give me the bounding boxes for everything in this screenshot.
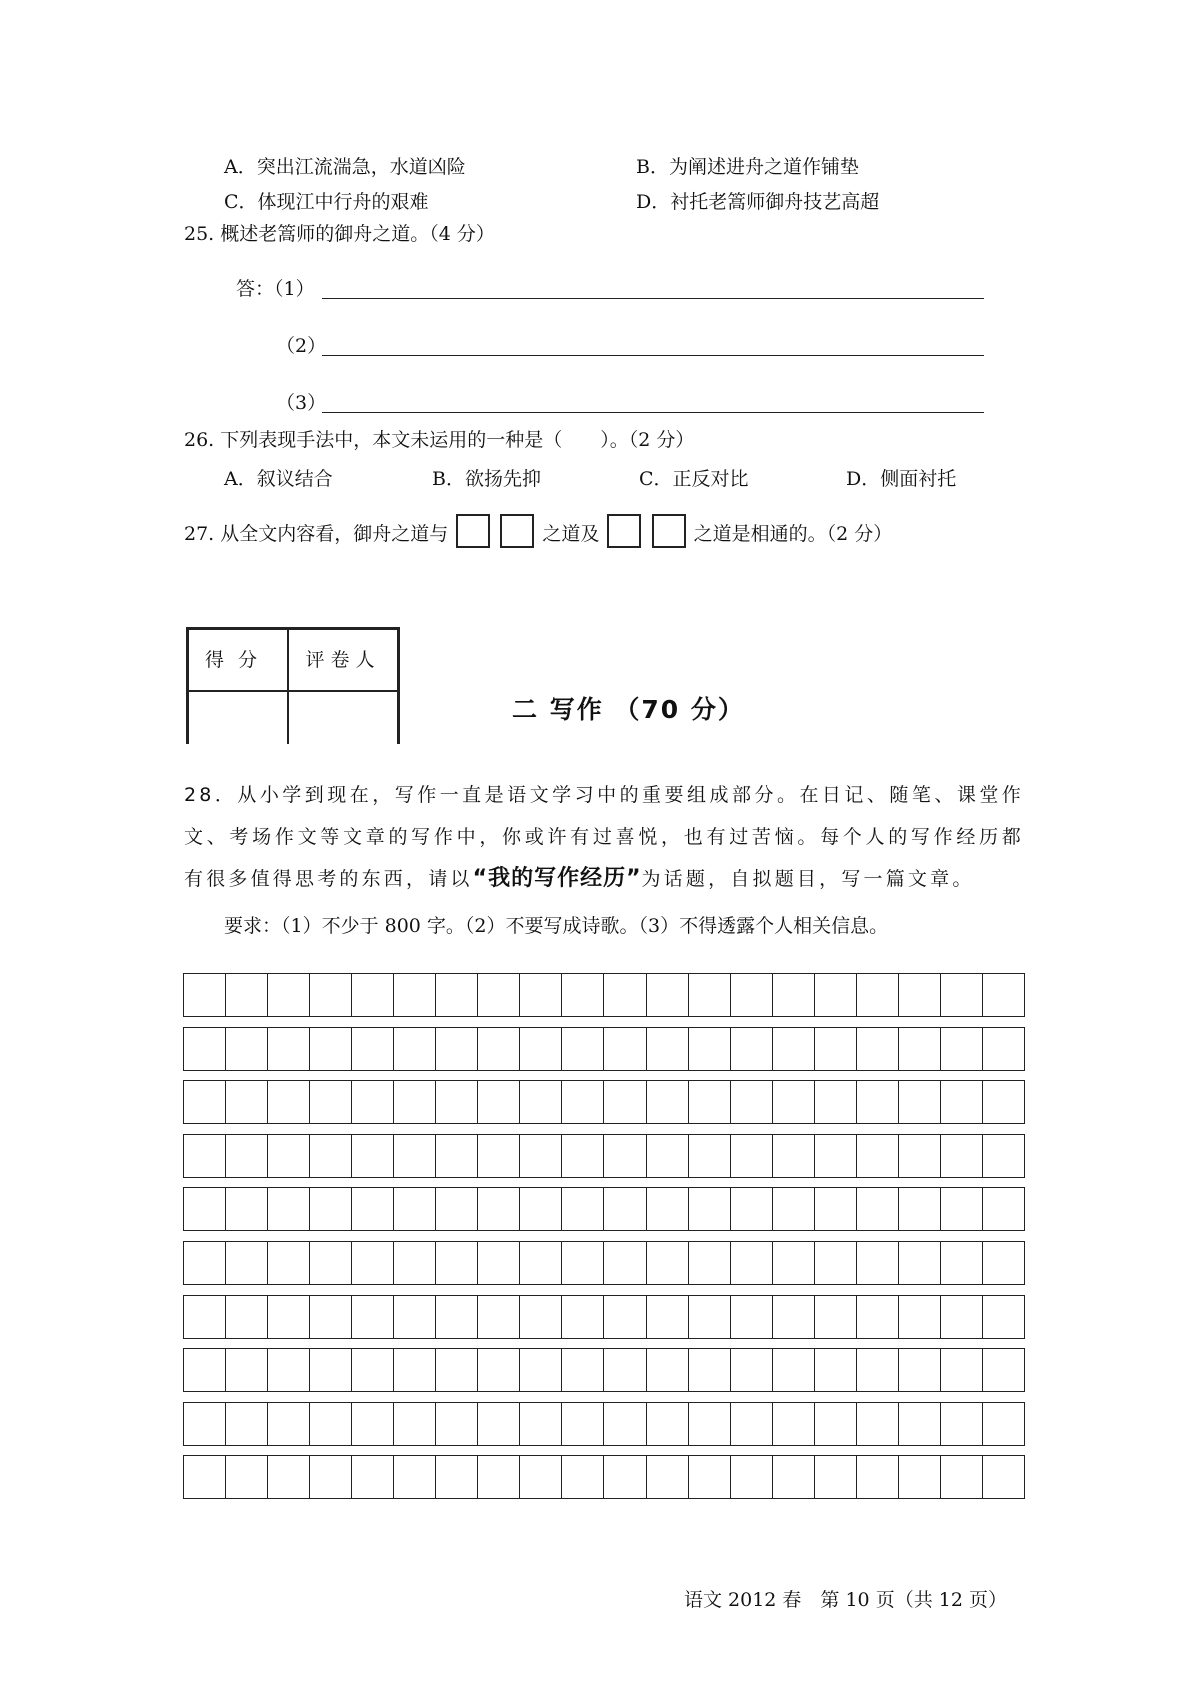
writing-grid-cell[interactable] (647, 1081, 689, 1123)
writing-grid-cell[interactable] (310, 1403, 352, 1445)
q26-option-a: A．叙议结合 (224, 468, 333, 490)
writing-grid-cell[interactable] (394, 974, 436, 1016)
writing-grid-cell[interactable] (899, 1242, 941, 1284)
writing-grid-cell[interactable] (394, 1296, 436, 1338)
writing-grid-cell[interactable] (941, 1242, 983, 1284)
writing-grid-cell[interactable] (815, 1081, 857, 1123)
q25-answer-label: 答：（1） (236, 278, 315, 300)
score-table (186, 627, 400, 744)
writing-grid-cell[interactable] (689, 974, 731, 1016)
writing-grid-cell[interactable] (268, 1081, 310, 1123)
writing-grid-cell[interactable] (352, 974, 394, 1016)
writing-grid-cell[interactable] (604, 1349, 646, 1391)
writing-grid[interactable] (183, 973, 1025, 1509)
writing-grid-cell[interactable] (310, 1296, 352, 1338)
writing-grid-cell[interactable] (689, 1349, 731, 1391)
writing-grid-cell[interactable] (941, 1456, 983, 1498)
q26-stem: 26. 下列表现手法中，本文未运用的一种是（ ）。（2 分） (184, 429, 695, 451)
q25-answer-line-3[interactable] (322, 412, 984, 413)
writing-grid-row (183, 1402, 1025, 1446)
writing-grid-cell[interactable] (226, 1349, 268, 1391)
writing-grid-cell[interactable] (604, 1135, 646, 1177)
writing-grid-cell[interactable] (604, 1188, 646, 1230)
writing-grid-row (183, 1134, 1025, 1178)
writing-grid-cell[interactable] (604, 1403, 646, 1445)
writing-grid-cell[interactable] (899, 974, 941, 1016)
writing-grid-cell[interactable] (604, 1242, 646, 1284)
writing-grid-cell[interactable] (815, 1456, 857, 1498)
writing-grid-cell[interactable] (773, 1028, 815, 1070)
writing-grid-cell[interactable] (268, 1188, 310, 1230)
writing-grid-cell[interactable] (773, 1135, 815, 1177)
writing-grid-cell[interactable] (941, 1296, 983, 1338)
q28-requirements: 要求：（1）不少于 800 字。（2）不要写成诗歌。（3）不得透露个人相关信息。 (224, 915, 889, 937)
writing-grid-cell[interactable] (941, 1135, 983, 1177)
q27-blank-box-4[interactable] (652, 514, 686, 548)
writing-grid-cell[interactable] (899, 1456, 941, 1498)
writing-grid-cell[interactable] (394, 1028, 436, 1070)
writing-grid-cell[interactable] (520, 1028, 562, 1070)
writing-grid-cell[interactable] (478, 1456, 520, 1498)
writing-grid-cell[interactable] (310, 1242, 352, 1284)
writing-grid-cell[interactable] (689, 1028, 731, 1070)
writing-grid-cell[interactable] (815, 974, 857, 1016)
writing-grid-cell[interactable] (941, 1081, 983, 1123)
writing-grid-cell[interactable] (394, 1242, 436, 1284)
writing-grid-cell[interactable] (562, 1188, 604, 1230)
writing-grid-cell[interactable] (562, 974, 604, 1016)
writing-grid-cell[interactable] (226, 1028, 268, 1070)
q26-option-b: B．欲扬先抑 (432, 468, 541, 490)
writing-grid-cell[interactable] (647, 1242, 689, 1284)
q27-part3: 之道是相通的。（2 分） (693, 523, 893, 545)
writing-grid-cell[interactable] (268, 974, 310, 1016)
q24-option-c: C．体现江中行舟的艰难 (224, 191, 429, 213)
writing-grid-cell[interactable] (394, 1403, 436, 1445)
writing-grid-cell[interactable] (689, 1403, 731, 1445)
writing-grid-cell[interactable] (689, 1242, 731, 1284)
writing-grid-cell[interactable] (562, 1242, 604, 1284)
writing-grid-cell[interactable] (689, 1296, 731, 1338)
writing-grid-cell[interactable] (268, 1403, 310, 1445)
writing-grid-cell[interactable] (184, 1135, 226, 1177)
writing-grid-cell[interactable] (941, 1403, 983, 1445)
writing-grid-cell[interactable] (478, 1188, 520, 1230)
q25-line3-label: （3） (276, 392, 327, 414)
writing-grid-cell[interactable] (773, 1349, 815, 1391)
q25-answer-line-1[interactable] (322, 298, 984, 299)
writing-grid-cell[interactable] (815, 1188, 857, 1230)
writing-grid-cell[interactable] (857, 1403, 899, 1445)
writing-grid-cell[interactable] (857, 974, 899, 1016)
writing-grid-cell[interactable] (604, 1081, 646, 1123)
writing-grid-cell[interactable] (857, 1456, 899, 1498)
writing-grid-cell[interactable] (731, 1456, 773, 1498)
writing-grid-cell[interactable] (604, 1028, 646, 1070)
writing-grid-cell[interactable] (857, 1135, 899, 1177)
writing-grid-cell[interactable] (899, 1028, 941, 1070)
writing-grid-cell[interactable] (394, 1349, 436, 1391)
writing-grid-cell[interactable] (562, 1296, 604, 1338)
writing-grid-cell[interactable] (268, 1028, 310, 1070)
writing-grid-cell[interactable] (562, 1135, 604, 1177)
q27-blank-box-2[interactable] (500, 514, 534, 548)
writing-grid-cell[interactable] (520, 1349, 562, 1391)
writing-grid-cell[interactable] (184, 1296, 226, 1338)
writing-grid-cell[interactable] (478, 1349, 520, 1391)
writing-grid-cell[interactable] (773, 1188, 815, 1230)
writing-grid-cell[interactable] (352, 1188, 394, 1230)
writing-grid-cell[interactable] (562, 1456, 604, 1498)
q25-stem: 25. 概述老篙师的御舟之道。（4 分） (184, 223, 495, 245)
writing-grid-cell[interactable] (983, 1135, 1024, 1177)
writing-grid-cell[interactable] (731, 1081, 773, 1123)
writing-grid-cell[interactable] (983, 1349, 1024, 1391)
writing-grid-row (183, 1241, 1025, 1285)
writing-grid-cell[interactable] (478, 1242, 520, 1284)
writing-grid-cell[interactable] (689, 1135, 731, 1177)
writing-grid-row (183, 1187, 1025, 1231)
writing-grid-cell[interactable] (352, 1242, 394, 1284)
q25-answer-line-2[interactable] (322, 355, 984, 356)
q28-text-before: 28．从小学到现在，写作一直是语文学习中的重要组成部分。在日记、随笔、课堂作文、考场作文等文章的写作中，你或许有过喜悦，也有过苦恼。每个人的写作经历都有很多值得思考的东西，请以 (184, 784, 1024, 890)
writing-grid-cell[interactable] (773, 974, 815, 1016)
writing-grid-cell[interactable] (394, 1456, 436, 1498)
writing-grid-cell[interactable] (604, 974, 646, 1016)
score-table-header-grader: 评卷人 (305, 649, 381, 671)
writing-grid-cell[interactable] (731, 1242, 773, 1284)
writing-grid-cell[interactable] (478, 1296, 520, 1338)
q27-part1: 27. 从全文内容看，御舟之道与 (184, 523, 449, 545)
writing-grid-row (183, 1080, 1025, 1124)
writing-grid-cell[interactable] (352, 1349, 394, 1391)
writing-grid-cell[interactable] (773, 1242, 815, 1284)
writing-grid-cell[interactable] (184, 974, 226, 1016)
q26-option-c: C．正反对比 (639, 468, 749, 490)
score-table-header-score: 得分 (204, 649, 271, 671)
writing-grid-cell[interactable] (478, 1403, 520, 1445)
writing-grid-row (183, 1295, 1025, 1339)
writing-grid-cell[interactable] (562, 1403, 604, 1445)
writing-grid-cell[interactable] (310, 1081, 352, 1123)
writing-grid-cell[interactable] (647, 1135, 689, 1177)
writing-grid-cell[interactable] (815, 1349, 857, 1391)
writing-grid-cell[interactable] (520, 1188, 562, 1230)
writing-grid-cell[interactable] (731, 1296, 773, 1338)
writing-grid-cell[interactable] (352, 1296, 394, 1338)
writing-grid-cell[interactable] (436, 1403, 478, 1445)
writing-grid-cell[interactable] (184, 1349, 226, 1391)
writing-grid-cell[interactable] (478, 1135, 520, 1177)
writing-grid-cell[interactable] (520, 1135, 562, 1177)
writing-grid-cell[interactable] (815, 1296, 857, 1338)
q26-option-d: D．侧面衬托 (846, 468, 957, 490)
writing-grid-cell[interactable] (226, 1242, 268, 1284)
writing-grid-cell[interactable] (520, 1296, 562, 1338)
writing-grid-cell[interactable] (689, 1456, 731, 1498)
writing-grid-cell[interactable] (184, 1242, 226, 1284)
writing-grid-cell[interactable] (394, 1188, 436, 1230)
writing-grid-cell[interactable] (352, 1028, 394, 1070)
writing-grid-cell[interactable] (857, 1188, 899, 1230)
writing-grid-cell[interactable] (352, 1081, 394, 1123)
writing-grid-cell[interactable] (773, 1296, 815, 1338)
writing-grid-cell[interactable] (731, 1135, 773, 1177)
writing-grid-cell[interactable] (310, 974, 352, 1016)
writing-grid-cell[interactable] (184, 1081, 226, 1123)
writing-grid-cell[interactable] (226, 974, 268, 1016)
writing-grid-cell[interactable] (815, 1403, 857, 1445)
writing-grid-cell[interactable] (647, 1296, 689, 1338)
writing-grid-cell[interactable] (436, 1081, 478, 1123)
writing-grid-cell[interactable] (731, 1403, 773, 1445)
writing-grid-cell[interactable] (899, 1081, 941, 1123)
writing-grid-cell[interactable] (226, 1403, 268, 1445)
writing-grid-cell[interactable] (268, 1349, 310, 1391)
writing-grid-cell[interactable] (983, 974, 1024, 1016)
writing-grid-cell[interactable] (689, 1081, 731, 1123)
writing-grid-cell[interactable] (857, 1349, 899, 1391)
writing-grid-cell[interactable] (436, 1296, 478, 1338)
writing-grid-cell[interactable] (773, 1081, 815, 1123)
writing-grid-row (183, 1455, 1025, 1499)
q24-option-b: B．为阐述进舟之道作铺垫 (636, 156, 859, 178)
writing-grid-cell[interactable] (773, 1403, 815, 1445)
writing-grid-cell[interactable] (647, 1349, 689, 1391)
writing-grid-cell[interactable] (352, 1456, 394, 1498)
writing-grid-cell[interactable] (941, 1349, 983, 1391)
section-title: 二 写作 （70 分） (512, 695, 745, 724)
writing-grid-row (183, 1027, 1025, 1071)
q25-line2-label: （2） (276, 335, 327, 357)
q27-question (184, 514, 892, 548)
q27-blank-box-1[interactable] (456, 514, 490, 548)
writing-grid-cell[interactable] (268, 1242, 310, 1284)
q27-part2: 之道及 (542, 523, 600, 545)
writing-grid-cell[interactable] (604, 1456, 646, 1498)
writing-grid-cell[interactable] (689, 1188, 731, 1230)
writing-grid-cell[interactable] (478, 1028, 520, 1070)
writing-grid-cell[interactable] (436, 1456, 478, 1498)
q28-text-after: 为话题，自拟题目，写一篇文章。 (641, 868, 975, 890)
page-footer: 语文 2012 春 第 10 页（共 12 页） (684, 1589, 1007, 1611)
writing-grid-row (183, 973, 1025, 1017)
writing-grid-cell[interactable] (184, 1188, 226, 1230)
writing-grid-cell[interactable] (478, 1081, 520, 1123)
writing-grid-cell[interactable] (604, 1296, 646, 1338)
writing-grid-cell[interactable] (857, 1242, 899, 1284)
writing-grid-cell[interactable] (394, 1081, 436, 1123)
writing-grid-cell[interactable] (899, 1349, 941, 1391)
writing-grid-cell[interactable] (268, 1456, 310, 1498)
writing-grid-cell[interactable] (478, 974, 520, 1016)
writing-grid-cell[interactable] (983, 1456, 1024, 1498)
writing-grid-cell[interactable] (310, 1188, 352, 1230)
writing-grid-cell[interactable] (983, 1081, 1024, 1123)
writing-grid-cell[interactable] (647, 1028, 689, 1070)
writing-grid-cell[interactable] (268, 1135, 310, 1177)
writing-grid-cell[interactable] (731, 1188, 773, 1230)
writing-grid-cell[interactable] (520, 1403, 562, 1445)
writing-grid-cell[interactable] (562, 1349, 604, 1391)
writing-grid-cell[interactable] (815, 1135, 857, 1177)
writing-grid-cell[interactable] (562, 1081, 604, 1123)
q28-prompt (184, 774, 1024, 900)
writing-grid-cell[interactable] (184, 1456, 226, 1498)
writing-grid-cell[interactable] (520, 1456, 562, 1498)
writing-grid-cell[interactable] (983, 1188, 1024, 1230)
writing-grid-cell[interactable] (647, 1188, 689, 1230)
writing-grid-cell[interactable] (436, 1028, 478, 1070)
writing-grid-cell[interactable] (941, 974, 983, 1016)
writing-grid-cell[interactable] (310, 1349, 352, 1391)
writing-grid-cell[interactable] (983, 1403, 1024, 1445)
writing-grid-cell[interactable] (983, 1028, 1024, 1070)
writing-grid-cell[interactable] (436, 1349, 478, 1391)
writing-grid-cell[interactable] (773, 1456, 815, 1498)
writing-grid-cell[interactable] (394, 1135, 436, 1177)
writing-grid-cell[interactable] (815, 1028, 857, 1070)
writing-grid-cell[interactable] (731, 1028, 773, 1070)
writing-grid-cell[interactable] (731, 974, 773, 1016)
writing-grid-cell[interactable] (226, 1188, 268, 1230)
writing-grid-cell[interactable] (647, 974, 689, 1016)
writing-grid-cell[interactable] (436, 1188, 478, 1230)
writing-grid-cell[interactable] (226, 1296, 268, 1338)
writing-grid-cell[interactable] (983, 1242, 1024, 1284)
writing-grid-cell[interactable] (520, 1242, 562, 1284)
writing-grid-cell[interactable] (731, 1349, 773, 1391)
writing-grid-cell[interactable] (310, 1456, 352, 1498)
writing-grid-cell[interactable] (352, 1135, 394, 1177)
writing-grid-cell[interactable] (436, 974, 478, 1016)
writing-grid-cell[interactable] (310, 1028, 352, 1070)
writing-grid-cell[interactable] (226, 1135, 268, 1177)
writing-grid-cell[interactable] (184, 1028, 226, 1070)
writing-grid-cell[interactable] (857, 1028, 899, 1070)
writing-grid-cell[interactable] (647, 1456, 689, 1498)
writing-grid-cell[interactable] (983, 1296, 1024, 1338)
q27-blank-box-3[interactable] (607, 514, 641, 548)
writing-grid-cell[interactable] (815, 1242, 857, 1284)
writing-grid-cell[interactable] (436, 1242, 478, 1284)
writing-grid-cell[interactable] (310, 1135, 352, 1177)
writing-grid-cell[interactable] (268, 1296, 310, 1338)
writing-grid-cell[interactable] (436, 1135, 478, 1177)
writing-grid-cell[interactable] (857, 1296, 899, 1338)
writing-grid-cell[interactable] (184, 1403, 226, 1445)
q28-topic: “我的写作经历” (472, 866, 642, 891)
writing-grid-cell[interactable] (352, 1403, 394, 1445)
q24-option-d: D．衬托老篙师御舟技艺高超 (636, 191, 880, 213)
writing-grid-cell[interactable] (899, 1403, 941, 1445)
writing-grid-cell[interactable] (520, 974, 562, 1016)
writing-grid-cell[interactable] (899, 1296, 941, 1338)
writing-grid-cell[interactable] (857, 1081, 899, 1123)
writing-grid-cell[interactable] (226, 1081, 268, 1123)
writing-grid-row (183, 1348, 1025, 1392)
writing-grid-cell[interactable] (941, 1188, 983, 1230)
writing-grid-cell[interactable] (941, 1028, 983, 1070)
writing-grid-cell[interactable] (647, 1403, 689, 1445)
q24-option-a: A．突出江流湍急，水道凶险 (224, 156, 466, 178)
writing-grid-cell[interactable] (899, 1188, 941, 1230)
writing-grid-cell[interactable] (899, 1135, 941, 1177)
writing-grid-cell[interactable] (226, 1456, 268, 1498)
writing-grid-cell[interactable] (562, 1028, 604, 1070)
writing-grid-cell[interactable] (520, 1081, 562, 1123)
